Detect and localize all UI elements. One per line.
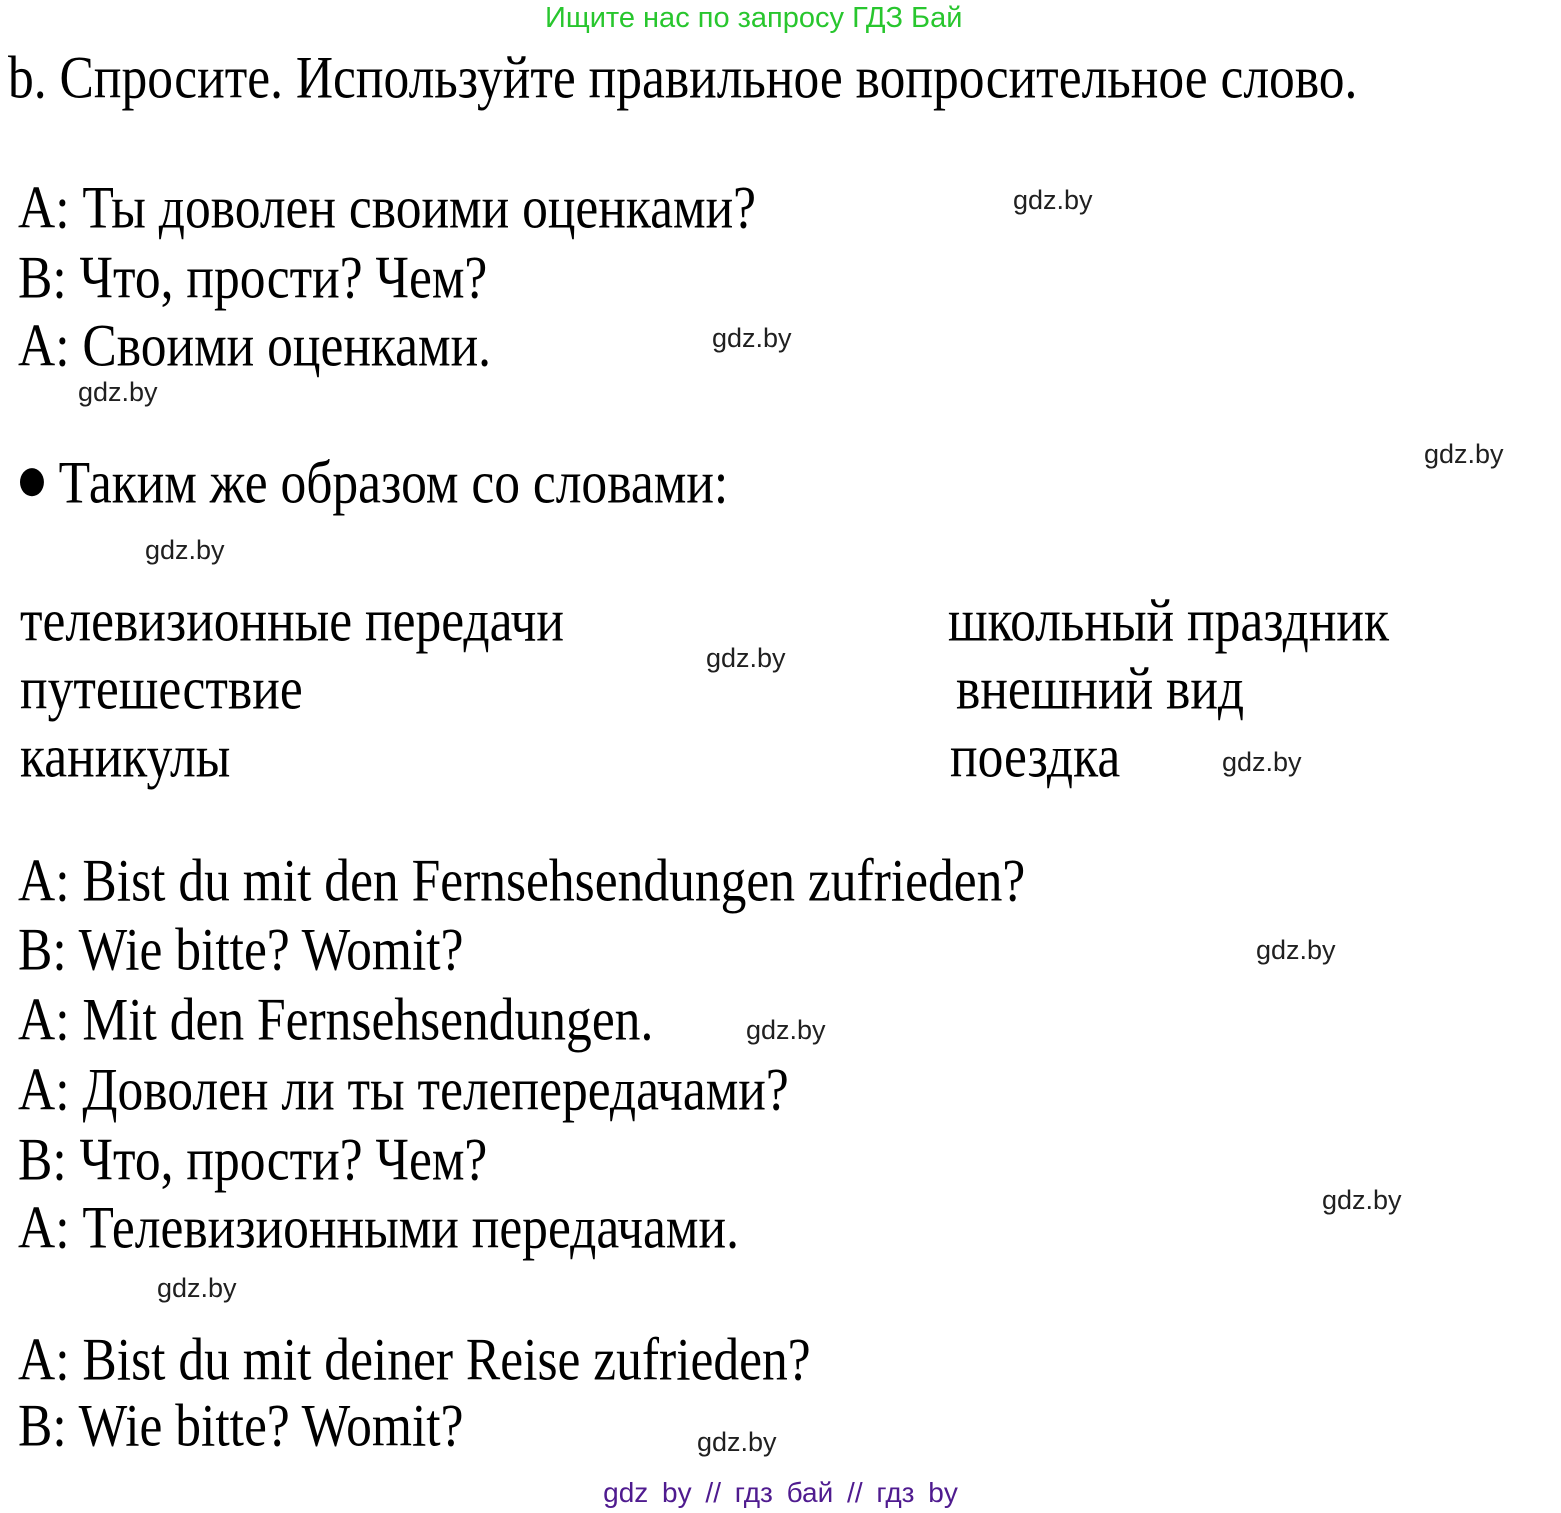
bullet-note-text: Таким же образом со словами: xyxy=(58,449,729,517)
bullet-icon xyxy=(20,468,44,496)
word-left-3: каникулы xyxy=(20,723,231,791)
promo-banner: Ищите нас по запросу ГДЗ Бай xyxy=(545,2,963,34)
gdz-watermark-6: gdz.by xyxy=(706,643,786,673)
footer-brand-line: gdz by // гдз бай // гдз by xyxy=(603,1477,958,1508)
gdz-watermark-10: gdz.by xyxy=(1322,1185,1402,1215)
tv-dialog-line-6: A: Телевизионными передачами. xyxy=(18,1194,739,1262)
gdz-watermark-4: gdz.by xyxy=(1424,439,1504,469)
tv-dialog-line-1: A: Bist du mit den Fernsehsendungen zufrieden? xyxy=(18,847,1026,915)
bullet-note xyxy=(20,449,729,517)
reise-dialog-line-1: A: Bist du mit deiner Reise zufrieden? xyxy=(18,1326,811,1394)
tv-dialog-line-4: A: Доволен ли ты телепередачами? xyxy=(18,1056,789,1124)
gdz-watermark-8: gdz.by xyxy=(1256,935,1336,965)
tv-dialog-line-5: B: Что, прости? Чем? xyxy=(18,1126,488,1194)
word-right-3: поездка xyxy=(950,723,1121,791)
word-right-1: школьный праздник xyxy=(948,587,1390,655)
gdz-watermark-3: gdz.by xyxy=(78,377,158,407)
gdz-watermark-5: gdz.by xyxy=(145,535,225,565)
gdz-watermark-11: gdz.by xyxy=(157,1273,237,1303)
gdz-watermark-1: gdz.by xyxy=(1013,185,1093,215)
tv-dialog-line-2: B: Wie bitte? Womit? xyxy=(18,916,464,984)
gdz-watermark-7: gdz.by xyxy=(1222,747,1302,777)
dialog-line-a1: A: Ты доволен своими оценками? xyxy=(18,174,757,242)
gdz-watermark-2: gdz.by xyxy=(712,323,792,353)
gdz-watermark-12: gdz.by xyxy=(697,1427,777,1457)
task-heading: b. Спросите. Используйте правильное вопросительное слово. xyxy=(8,44,1358,112)
gdz-watermark-9: gdz.by xyxy=(746,1015,826,1045)
tv-dialog-line-3: A: Mit den Fernsehsendungen. xyxy=(18,986,654,1054)
word-right-2: внешний вид xyxy=(956,655,1245,723)
dialog-line-a2: A: Своими оценками. xyxy=(18,312,492,380)
dialog-line-b1: B: Что, прости? Чем? xyxy=(18,244,488,312)
word-left-2: путешествие xyxy=(20,655,303,723)
word-left-1: телевизионные передачи xyxy=(20,587,564,655)
reise-dialog-line-2: B: Wie bitte? Womit? xyxy=(18,1392,464,1460)
